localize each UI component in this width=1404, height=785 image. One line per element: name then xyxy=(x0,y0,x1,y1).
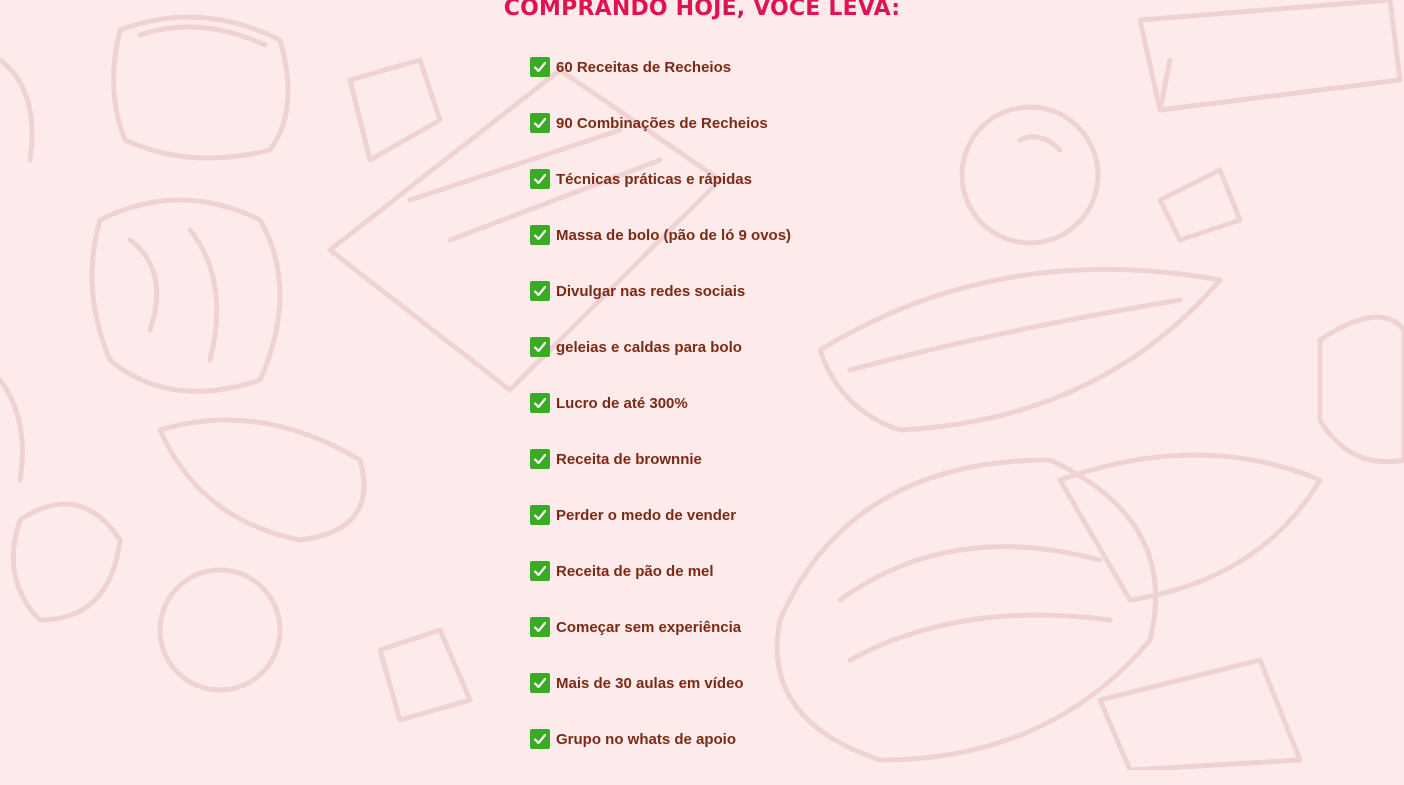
checkmark-box-icon xyxy=(530,673,550,693)
benefit-label: geleias e caldas para bolo xyxy=(556,338,742,356)
list-item xyxy=(530,57,791,77)
list-item xyxy=(530,729,791,749)
checkmark-box-icon xyxy=(530,561,550,581)
benefit-label: Grupo no whats de apoio xyxy=(556,730,736,748)
page-heading: COMPRANDO HOJE, VOCE LEVA: xyxy=(503,0,901,21)
list-item xyxy=(530,225,791,245)
benefit-label: 60 Receitas de Recheios xyxy=(556,58,732,76)
benefit-label: 90 Combinações de Recheios xyxy=(556,114,768,132)
checkmark-box-icon xyxy=(530,729,550,749)
benefit-label: Mais de 30 aulas em vídeo xyxy=(556,674,744,692)
benefits-list xyxy=(530,57,791,785)
benefit-label: Lucro de até 300% xyxy=(556,394,688,412)
list-item xyxy=(530,113,791,133)
list-item xyxy=(530,505,791,525)
checkmark-box-icon xyxy=(530,393,550,413)
list-item xyxy=(530,169,791,189)
checkmark-box-icon xyxy=(530,225,550,245)
list-item xyxy=(530,337,791,357)
benefit-label: Receita de brownnie xyxy=(556,450,702,468)
checkmark-box-icon xyxy=(530,281,550,301)
list-item xyxy=(530,281,791,301)
list-item xyxy=(530,393,791,413)
benefit-label: Massa de bolo (pão de ló 9 ovos) xyxy=(556,226,792,244)
benefit-label: Perder o medo de vender xyxy=(556,506,737,524)
benefit-label: Divulgar nas redes sociais xyxy=(556,282,746,300)
checkmark-box-icon xyxy=(530,449,550,469)
checkmark-box-icon xyxy=(530,505,550,525)
list-item xyxy=(530,617,791,637)
list-item xyxy=(530,673,791,693)
benefit-label: Receita de pão de mel xyxy=(556,562,714,580)
checkmark-box-icon xyxy=(530,113,550,133)
checkmark-box-icon xyxy=(530,169,550,189)
list-item xyxy=(530,449,791,469)
list-item xyxy=(530,561,791,581)
checkmark-box-icon xyxy=(530,337,550,357)
benefit-label: Começar sem experiência xyxy=(556,618,742,636)
benefit-label: Técnicas práticas e rápidas xyxy=(556,170,752,188)
checkmark-box-icon xyxy=(530,617,550,637)
checkmark-box-icon xyxy=(530,57,550,77)
